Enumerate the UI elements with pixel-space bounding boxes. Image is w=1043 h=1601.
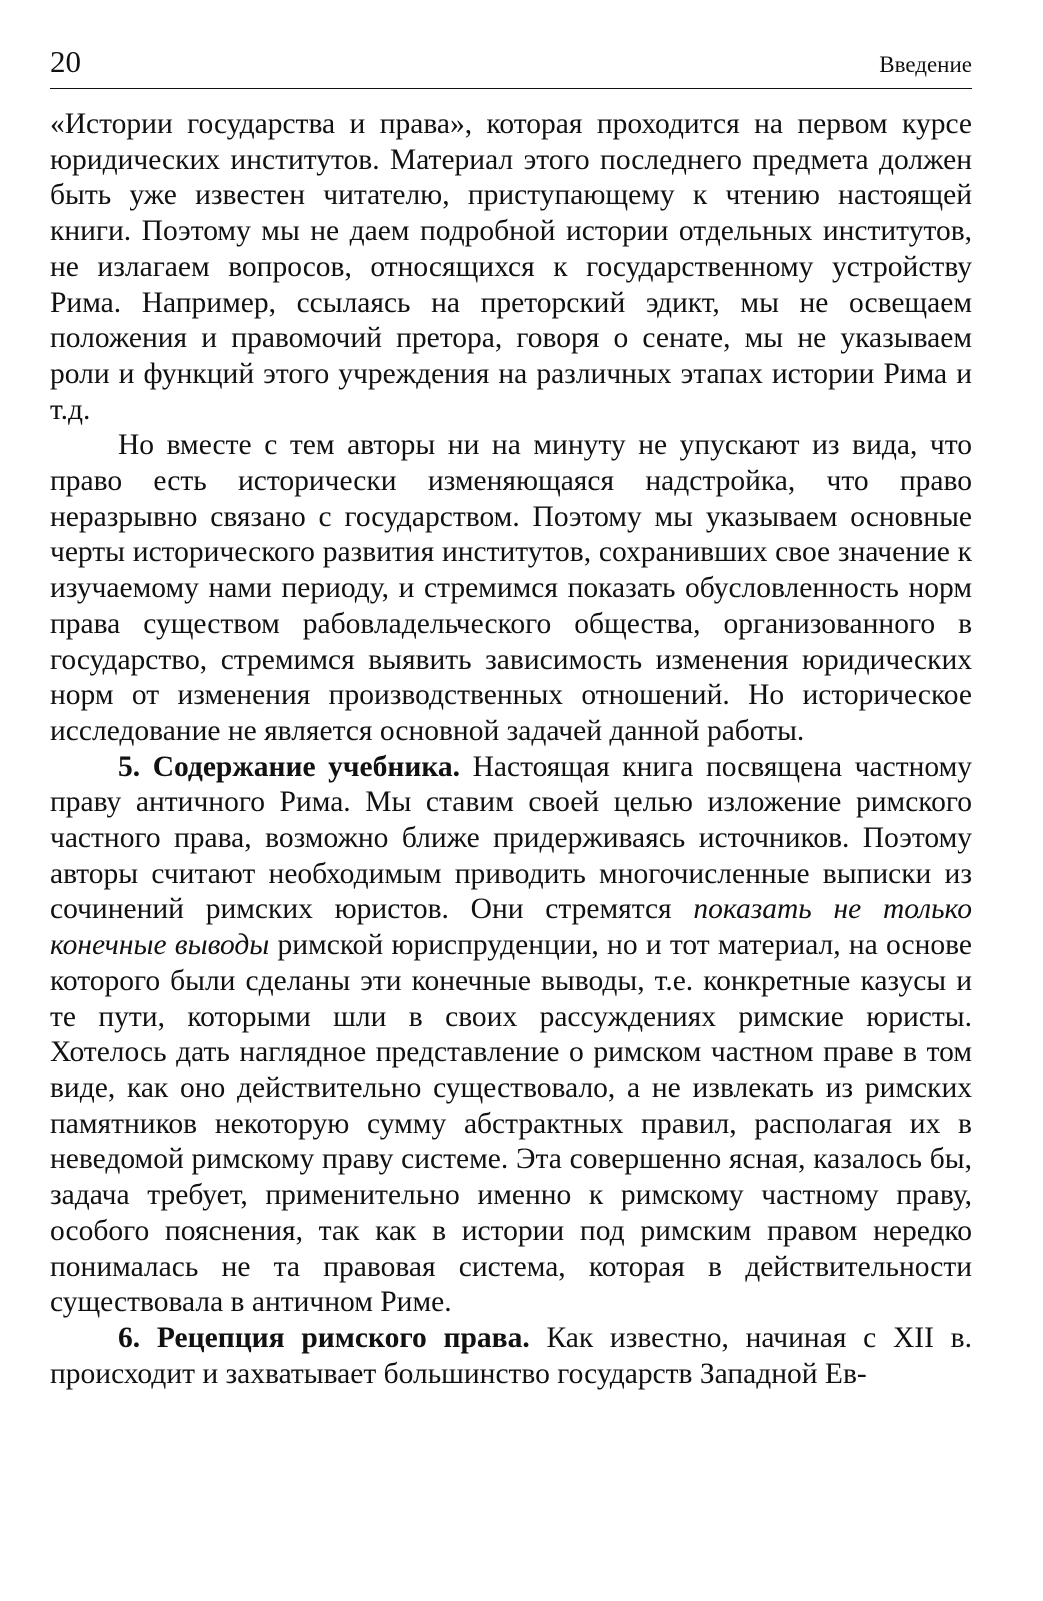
book-page (50, 38, 972, 1392)
paragraph-3-text-before: Настоящая книга посвящена частному праву античного Рима. Мы ставим своей целью изложение римского частного права, возможно ближе придерживаясь источников. Поэтому авторы считают необходимым приводить многочисленные выписки из сочинений римских юристов. Они стремятся (50, 750, 972, 926)
body-text (50, 107, 972, 1392)
paragraph-4-text: Как известно, начиная с XII в. происходит и захватывает большинство государств Западной Ев- (50, 1321, 972, 1390)
paragraph-3-emphasis: показать не только конечные выводы (50, 893, 972, 962)
running-head (50, 38, 972, 89)
running-title: Введение (879, 52, 972, 77)
section-5-heading: 5. Содержание учебника. (118, 750, 461, 783)
paragraph-2 (50, 428, 972, 749)
paragraph-1 (50, 107, 972, 428)
page-number: 20 (50, 44, 81, 79)
paragraph-4 (50, 1321, 972, 1392)
paragraph-2-text: Но вместе с тем авторы ни на минуту не упускают из вида, что право есть исторически изменяющаяся надстройка, что право неразрывно связано с государством. Поэтому мы указываем основные черты исторического развития институтов, сохранивших свое значение к изучаемому нами периоду, и стремимся показать обусловленность норм права существом рабовладельческого общества, организованного в государство, стремимся выявить зависимость изменения юридических норм от изменения производственных отношений. Но историческое исследование не является основной задачей данной работы. (50, 429, 972, 747)
paragraph-3-text-after: римской юриспруденции, но и тот материал, на основе которого были сделаны эти конечные выводы, т.е. конкретные казусы и те пути, которыми шли в своих рассуждениях римские юристы. Хотелось дать наглядное представление о римском частном праве в том виде, как оно действительно существовало, а не извлекать из римских памятников некоторую сумму абстрактных правил, располагая их в неведомой римскому праву системе. Эта совершенно ясная, казалось бы, задача требует, применительно именно к римскому частному праву, особого пояснения, так как в истории под римским правом нередко понималась не та правовая система, которая в действительности существовала в античном Риме. (50, 929, 972, 1319)
paragraph-3 (50, 750, 972, 1321)
paragraph-1-text: «Истории государства и права», которая проходится на первом курсе юридических институтов. Материал этого последнего предмета должен быть уже известен читателю, приступающему к чтению настоящей книги. Поэтому мы не даем подробной истории отдельных институтов, не излагаем вопросов, относящихся к государственному устройству Рима. Например, ссылаясь на преторский эдикт, мы не освещаем положения и правомочий претора, говоря о сенате, мы не указываем роли и функций этого учреждения на различных этапах истории Рима и т.д. (50, 108, 972, 426)
section-6-heading: 6. Рецепция римского права. (118, 1321, 530, 1354)
